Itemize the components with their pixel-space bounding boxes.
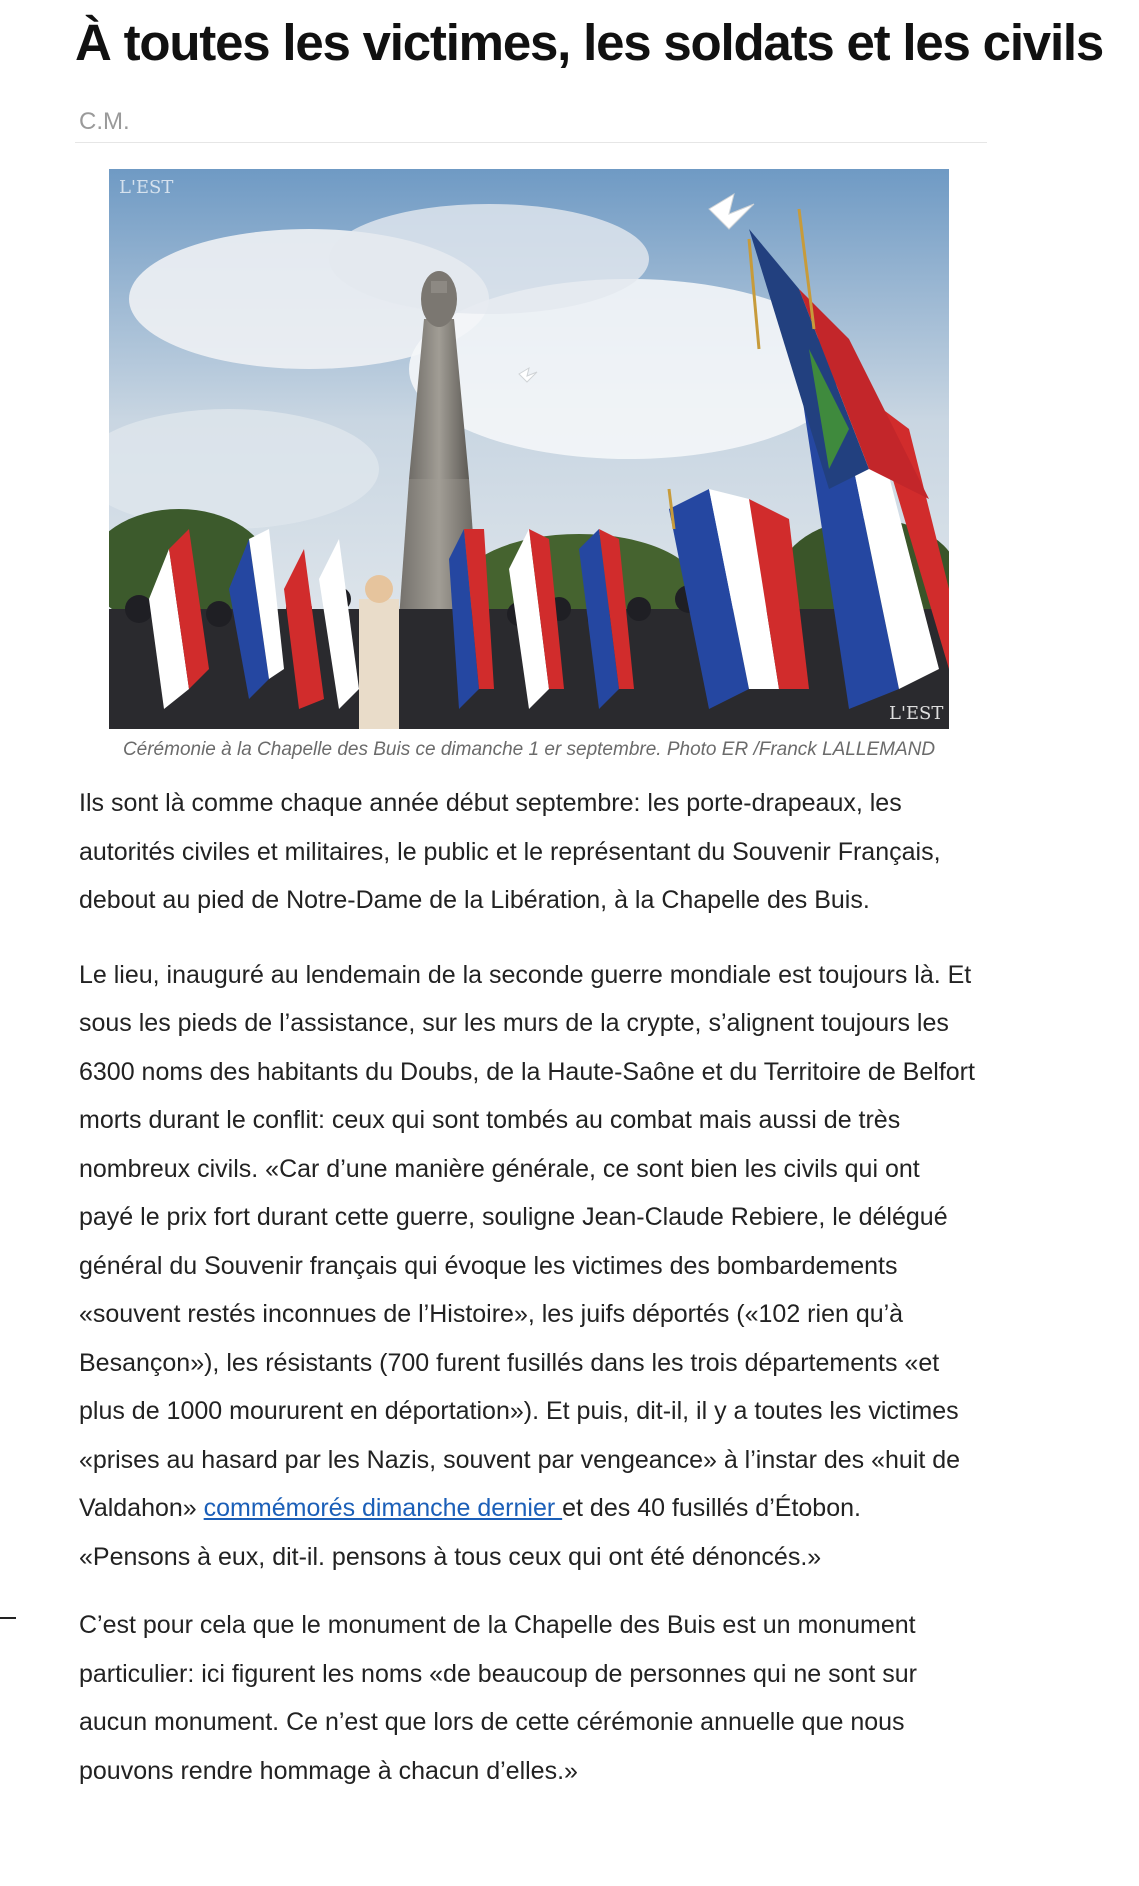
article bbox=[75, 0, 1104, 1795]
article-figure bbox=[109, 169, 949, 761]
ceremony-photo bbox=[109, 169, 949, 729]
paragraph-2-text-before: Le lieu, inauguré au lendemain de la seconde guerre mondiale est toujours là. Et sous les pieds de l’assistance, sur les murs de la crypte, s’alignent toujours les 6300 noms des habitants du Doubs, de la Haute-Saône et du Territoire de Belfort morts durant le conflit: ceux qui sont tombés au combat mais aussi de très nombreux civils. «Car d’une manière générale, ce sont bien les civils qui ont payé le prix fort durant cette guerre, souligne Jean-Claude Rebiere, le délégué général du Souvenir français qui évoque les victimes des bombardements «souvent restés inconnues de l’Histoire», les juifs déportés («102 rien qu’à Besançon»), les résistants (700 furent fusillés dans les trois départements «et plus de 1000 moururent en déportation»). Et puis, dit-il, il y a toutes les victimes «prises au hasard par les Nazis, souvent par vengeance» à l’instar des «huit de Valdahon» bbox=[79, 960, 975, 1522]
photo-caption: Cérémonie à la Chapelle des Buis ce dimanche 1 er septembre. Photo ER /Franck LALLEMAND bbox=[122, 739, 936, 760]
paragraph-1: Ils sont là comme chaque année début septembre: les porte-drapeaux, les autorités civiles et militaires, le public et le représentant du Souvenir Français, debout au pied de Notre-Dame de la Libération, à la Chapelle des Buis. bbox=[79, 789, 941, 914]
edge-mark bbox=[0, 1617, 16, 1619]
article-title: À toutes les victimes, les soldats et les civils bbox=[75, 14, 1104, 71]
paragraph-2 bbox=[75, 951, 979, 1582]
paragraph-3: C’est pour cela que le monument de la Chapelle des Buis est un monument particulier: ici figurent les noms «de beaucoup de personnes qui ne sont sur aucun monument. Ce n’est que lors de cette cérémonie annuelle que nous pouvons rendre hommage à chacun d’elles.» bbox=[79, 1611, 918, 1785]
watermark-bottom: L'EST bbox=[889, 703, 944, 724]
commemorations-link[interactable]: commémorés dimanche dernier bbox=[203, 1494, 563, 1522]
paragraph-2-text-after: et des 40 fusillés d’Étobon. «Pensons à eux, dit-il. pensons à tous ceux qui ont été dénoncés.» bbox=[79, 1494, 861, 1571]
article-author: C.M. bbox=[75, 108, 987, 143]
watermark-top: L'EST bbox=[119, 177, 174, 198]
